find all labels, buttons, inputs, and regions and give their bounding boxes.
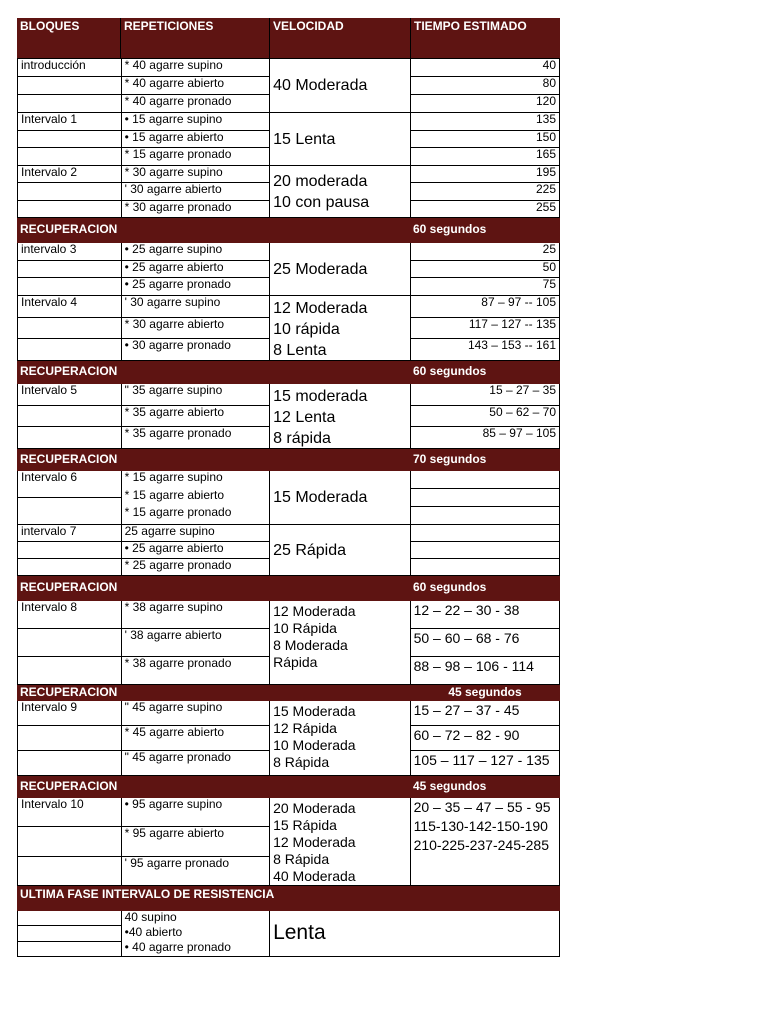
recuperacion-label: RECUPERACION: [20, 222, 118, 236]
tiempo-value: 80: [411, 76, 559, 94]
repeticiones-cells: [121, 525, 269, 575]
recuperacion-row: [17, 218, 560, 243]
repeticion-item: • 15 agarre abierto: [122, 130, 269, 148]
bloque-label: [18, 76, 121, 94]
repeticiones-cells: [121, 166, 269, 217]
repeticion-item: ' 30 agarre supino: [124, 296, 221, 309]
tiempo-value: 115-130-142-150-190: [413, 818, 548, 834]
tiempo-cells: [410, 701, 559, 775]
bloque-label: [18, 147, 121, 165]
recuperacion-row: [17, 685, 560, 701]
tiempo-cells: [410, 601, 559, 684]
bloque-label: Intervalo 4: [21, 296, 78, 309]
velocidad-text: 20 Moderada 15 Rápida 12 Moderada 8 Rápida 40 Moderada: [273, 800, 356, 884]
interval-block: [17, 601, 560, 685]
velocidad-cell: [269, 798, 409, 885]
velocidad-cell: [269, 296, 409, 360]
bloque-label: [18, 497, 121, 524]
interval-block: [17, 166, 560, 218]
velocidad-text: 40 Moderada: [273, 77, 368, 94]
interval-block: [17, 471, 560, 525]
bloque-cells: [18, 113, 121, 165]
recuperacion-row: [17, 576, 560, 601]
tiempo-value: 255: [411, 200, 559, 217]
repeticion-item: * 95 agarre abierto: [122, 826, 269, 855]
final-rep-1: •40 abierto: [124, 926, 183, 939]
bloque-label: [18, 725, 121, 750]
bloque-label: [18, 405, 121, 427]
repeticion-item: • 25 agarre abierto: [122, 260, 269, 278]
tiempo-value: 165: [411, 147, 559, 165]
tiempo-value: 210-225-237-245-285: [413, 837, 550, 853]
repeticion-item: * 38 agarre pronado: [122, 656, 269, 684]
bloque-label: introducción: [21, 59, 86, 72]
header-velocidad: VELOCIDAD: [269, 18, 410, 58]
interval-block: [17, 59, 560, 113]
velocidad-text: 12 Moderada 10 Rápida 8 Moderada Rápida: [273, 603, 356, 670]
tiempo-cells: [410, 798, 559, 885]
bloque-cells: [18, 471, 121, 524]
final-labels: [18, 911, 121, 956]
repeticiones-cells: [121, 59, 269, 112]
header-repeticiones: REPETICIONES: [120, 18, 269, 58]
velocidad-text: 25 Rápida: [273, 541, 347, 559]
repeticion-item: * 25 agarre pronado: [122, 558, 269, 575]
repeticion-item: * 40 agarre supino: [124, 59, 223, 72]
tiempo-value: [411, 488, 559, 506]
bloque-cells: [18, 296, 121, 360]
repeticion-item: * 45 agarre abierto: [122, 725, 269, 750]
tiempo-value: [411, 541, 559, 558]
repeticiones-cells: [121, 798, 269, 885]
repeticion-item: • 25 agarre abierto: [122, 541, 269, 558]
repeticion-item: • 25 agarre supino: [124, 243, 223, 256]
final-phase-header: [17, 886, 560, 911]
interval-block: [17, 798, 560, 886]
bloque-cells: [18, 166, 121, 217]
velocidad-cell: [269, 701, 409, 775]
interval-block: [17, 384, 560, 449]
final-rep-2: • 40 agarre pronado: [124, 941, 231, 954]
bloque-label: [18, 200, 121, 217]
final-vel-text: Lenta: [273, 921, 326, 944]
repeticion-item: * 15 agarre pronado: [124, 506, 232, 520]
repeticion-item: • 25 agarre pronado: [122, 277, 269, 295]
recuperacion-row: [17, 449, 560, 471]
bloque-label: [18, 130, 121, 148]
header-tiempo: TIEMPO ESTIMADO: [410, 18, 560, 58]
repeticion-item: * 30 agarre abierto: [122, 317, 269, 339]
repeticion-item: • 15 agarre supino: [124, 113, 223, 126]
bloque-label: [18, 338, 121, 360]
tiempo-value: 12 – 22 – 30 - 38: [413, 602, 520, 618]
bloque-cells: [18, 384, 121, 448]
repeticion-item: " 45 agarre pronado: [122, 750, 269, 775]
recuperacion-label: RECUPERACION: [20, 364, 118, 378]
tiempo-cells: [410, 296, 559, 360]
velocidad-text: 15 Moderada 12 Rápida 10 Moderada 8 Rápida: [273, 703, 356, 770]
recuperacion-time: 60 segundos: [413, 580, 487, 594]
tiempo-cells: [410, 59, 559, 112]
bloque-label: [18, 317, 121, 339]
tiempo-value: 50 – 62 – 70: [411, 405, 559, 427]
tiempo-value: 135: [535, 113, 557, 126]
bloque-label: [18, 277, 121, 295]
velocidad-cell: [269, 471, 409, 524]
tiempo-value: 25: [542, 243, 557, 256]
repeticion-item: * 38 agarre supino: [124, 601, 223, 614]
bloque-label: Intervalo 5: [21, 384, 78, 397]
velocidad-cell: [269, 243, 409, 295]
bloque-cells: [18, 243, 121, 295]
bloque-label: [18, 826, 121, 855]
bloque-label: [18, 260, 121, 278]
repeticion-item: • 95 agarre supino: [124, 798, 223, 811]
tiempo-value: 75: [411, 277, 559, 295]
tiempo-value: 88 – 98 – 106 - 114: [411, 656, 559, 684]
velocidad-cell: [269, 113, 409, 165]
repeticiones-cells: [121, 601, 269, 684]
tiempo-value: 117 – 127 -- 135: [411, 317, 559, 339]
velocidad-text: 15 moderada 12 Lenta 8 rápida: [273, 388, 368, 447]
tiempo-value: 143 – 153 -- 161: [411, 338, 559, 360]
tiempo-value: 40: [542, 59, 557, 72]
repeticion-item: * 30 agarre supino: [124, 166, 223, 179]
interval-block: [17, 525, 560, 576]
tiempo-value: [411, 506, 559, 524]
tiempo-value: 87 – 97 -- 105: [481, 296, 557, 309]
bloque-label: [18, 856, 121, 885]
repeticion-item: " 45 agarre supino: [124, 701, 223, 714]
recuperacion-row: [17, 776, 560, 798]
velocidad-cell: [269, 525, 409, 575]
tiempo-value: [411, 471, 559, 488]
repeticion-item: ' 38 agarre abierto: [122, 628, 269, 656]
bloque-cells: [18, 525, 121, 575]
tiempo-cells: [410, 243, 559, 295]
repeticion-item: 25 agarre supino: [124, 525, 215, 538]
recuperacion-label: RECUPERACION: [20, 580, 118, 594]
velocidad-cell: [269, 59, 409, 112]
bloque-label: Intervalo 1: [21, 113, 78, 126]
repeticion-item: ' 95 agarre pronado: [122, 856, 269, 885]
bloque-label: [18, 656, 121, 684]
bloque-cells: [18, 59, 121, 112]
velocidad-cell: [269, 166, 409, 217]
final-phase-block: [17, 911, 560, 957]
tiempo-cells: [410, 471, 559, 524]
repeticiones-cells: [121, 471, 269, 524]
velocidad-text: 12 Moderada 10 rápida 8 Lenta: [273, 300, 368, 359]
repeticion-item: * 15 agarre abierto: [124, 488, 225, 502]
final-rep-0: 40 supino: [124, 911, 177, 924]
repeticion-item: * 35 agarre pronado: [122, 426, 269, 448]
tiempo-value: 150: [411, 130, 559, 148]
repeticion-item: ' 30 agarre abierto: [122, 182, 269, 199]
repeticion-item: * 35 agarre abierto: [122, 405, 269, 427]
repeticion-item: * 40 agarre abierto: [122, 76, 269, 94]
bloque-label: Intervalo 6: [21, 471, 78, 484]
velocidad-text: 15 Moderada: [273, 489, 368, 506]
tiempo-value: 120: [411, 94, 559, 112]
tiempo-value: 15 – 27 – 35: [489, 384, 557, 397]
repeticiones-cells: [121, 384, 269, 448]
recuperacion-label: RECUPERACION: [20, 452, 118, 466]
recuperacion-time: 60 segundos: [413, 364, 487, 378]
bloque-label: Intervalo 10: [21, 798, 84, 811]
tiempo-value: 105 – 117 – 127 - 135: [411, 750, 559, 775]
recuperacion-time: 45 segundos: [413, 779, 487, 793]
bloque-label: [18, 182, 121, 199]
interval-block: [17, 701, 560, 776]
tiempo-value: 225: [411, 182, 559, 199]
tiempo-cells: [410, 113, 559, 165]
final-reps: [121, 911, 269, 956]
interval-block: [17, 296, 560, 361]
recuperacion-time: 60 segundos: [413, 222, 487, 236]
bloque-label: intervalo 3: [21, 243, 77, 256]
velocidad-cell: [269, 601, 409, 684]
repeticion-item: * 15 agarre supino: [124, 471, 223, 484]
velocidad-cell: [269, 384, 409, 448]
bloque-label: [18, 558, 121, 575]
workout-table: [17, 18, 560, 957]
header-bloques: BLOQUES: [20, 19, 80, 33]
bloque-label: [18, 750, 121, 775]
tiempo-value: 50: [411, 260, 559, 278]
velocidad-text: 25 Moderada: [273, 260, 368, 278]
tiempo-value: 50 – 60 – 68 - 76: [411, 628, 559, 656]
repeticion-item: * 15 agarre pronado: [122, 147, 269, 165]
tiempo-value: 20 – 35 – 47 – 55 - 95: [413, 799, 551, 815]
bloque-label: [18, 426, 121, 448]
repeticion-item: * 30 agarre pronado: [122, 200, 269, 217]
recuperacion-label: RECUPERACION: [20, 685, 118, 699]
bloque-cells: [18, 601, 121, 684]
bloque-label: Intervalo 2: [21, 166, 78, 179]
tiempo-value: 15 – 27 – 37 - 45: [413, 702, 520, 718]
tiempo-cells: [410, 525, 559, 575]
recuperacion-label: RECUPERACION: [20, 779, 118, 793]
repeticion-item: * 40 agarre pronado: [122, 94, 269, 112]
bloque-cells: [18, 701, 121, 775]
repeticion-item: " 35 agarre supino: [124, 384, 223, 397]
bloque-cells: [18, 798, 121, 885]
bloque-label: [18, 541, 121, 558]
bloque-label: Intervalo 8: [21, 601, 78, 614]
tiempo-value: 195: [535, 166, 557, 179]
interval-block: [17, 243, 560, 296]
repeticiones-cells: [121, 701, 269, 775]
tiempo-value: 85 – 97 – 105: [411, 426, 559, 448]
interval-block: [17, 113, 560, 166]
tiempo-cells: [410, 384, 559, 448]
velocidad-text: 20 moderada 10 con pausa: [273, 172, 370, 211]
final-velocity: [269, 911, 559, 956]
table-header: [17, 18, 560, 59]
repeticiones-cells: [121, 296, 269, 360]
recuperacion-time: 45 segundos: [448, 685, 522, 699]
recuperacion-row: [17, 361, 560, 384]
bloque-label: [18, 94, 121, 112]
bloque-label: [18, 628, 121, 656]
repeticion-item: • 30 agarre pronado: [122, 338, 269, 360]
tiempo-cells: [410, 166, 559, 217]
repeticiones-cells: [121, 243, 269, 295]
repeticiones-cells: [121, 113, 269, 165]
final-phase-title: ULTIMA FASE INTERVALO DE RESISTENCIA: [20, 887, 275, 901]
bloque-label: intervalo 7: [21, 525, 77, 538]
tiempo-value: 60 – 72 – 82 - 90: [411, 725, 559, 750]
table-body: [17, 59, 560, 886]
tiempo-value: [411, 525, 559, 541]
bloque-label: Intervalo 9: [21, 701, 78, 714]
tiempo-value: [411, 558, 559, 575]
recuperacion-time: 70 segundos: [413, 452, 487, 466]
velocidad-text: 15 Lenta: [273, 130, 336, 148]
